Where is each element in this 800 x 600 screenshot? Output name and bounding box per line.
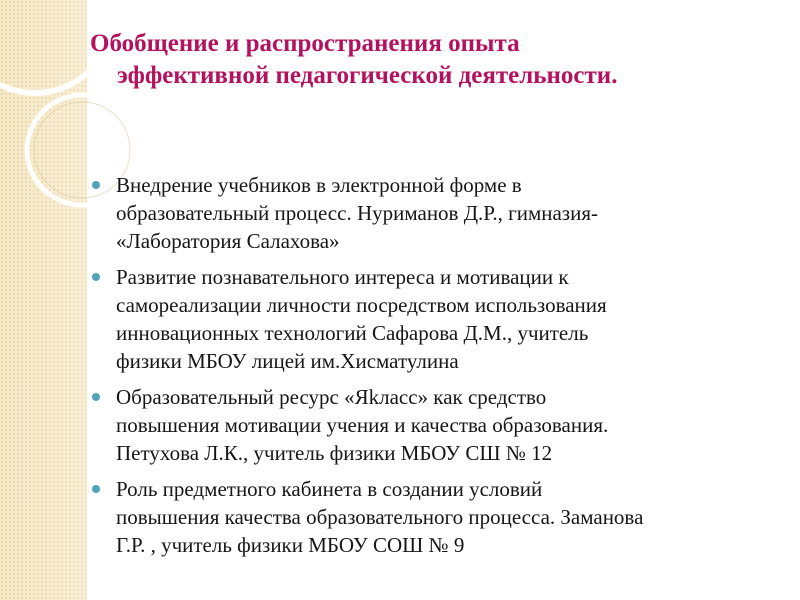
side-panel-shade xyxy=(0,0,87,600)
bullet-dot-icon xyxy=(92,393,100,401)
bullet-line: Образовательный ресурс «Яkласс» как средство xyxy=(116,385,547,409)
bullet-line: образовательный процесс. Нуриманов Д.Р., гимназия- xyxy=(116,201,598,225)
bullet-dot-icon xyxy=(92,485,100,493)
bullet-item xyxy=(92,475,792,559)
bullet-line: повышения мотивации учения и качества образования. xyxy=(116,413,609,437)
bullet-dot-icon xyxy=(92,273,100,281)
bullet-text xyxy=(116,475,792,559)
bullet-item xyxy=(92,383,792,467)
bullet-line: самореализации личности посредством использования xyxy=(116,293,607,317)
bullet-line: физики МБОУ лицей им.Хисматулина xyxy=(116,349,459,373)
bullet-line: Внедрение учебников в электронной форме в xyxy=(116,173,522,197)
bullet-line: Развитие познавательного интереса и мотивации к xyxy=(116,265,569,289)
bullet-text xyxy=(116,263,792,375)
bullet-line: Петухова Л.К., учитель физики МБОУ СШ № 12 xyxy=(116,441,553,465)
bullet-list xyxy=(92,171,792,567)
title-line-2: эффективной педагогической деятельности. xyxy=(117,62,618,89)
bullet-item xyxy=(92,263,792,375)
bullet-line: инновационных технологий Сафарова Д.М., учитель xyxy=(116,321,589,345)
title-line-1: Обобщение и распространения опыта xyxy=(90,30,520,57)
bullet-line: повышения качества образовательного процесса. Заманова xyxy=(116,505,644,529)
bullet-text xyxy=(116,171,792,255)
bullet-line: «Лаборатория Салахова» xyxy=(116,229,340,253)
slide-title xyxy=(90,28,780,92)
bullet-dot-icon xyxy=(92,181,100,189)
bullet-text xyxy=(116,383,792,467)
bullet-line: Роль предметного кабинета в создании условий xyxy=(116,477,543,501)
bullet-item xyxy=(92,171,792,255)
bullet-line: Г.Р. , учитель физики МБОУ СОШ № 9 xyxy=(116,533,465,557)
